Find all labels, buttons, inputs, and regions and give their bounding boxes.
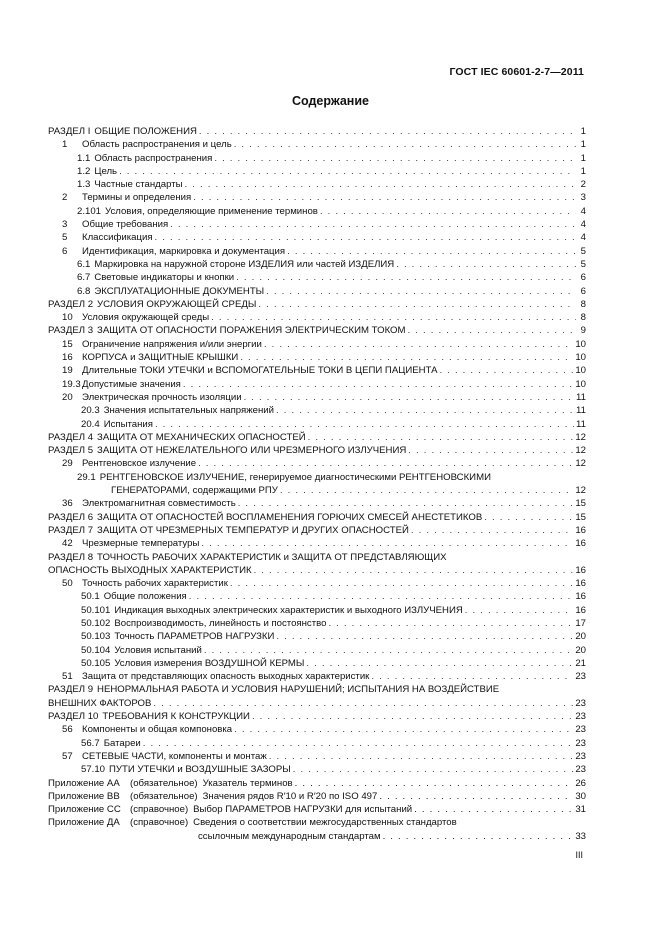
toc-entry[interactable] [48, 617, 586, 630]
toc-entry-page: 12 [575, 445, 586, 457]
toc-entry-title: Цель [94, 165, 118, 177]
toc-entry-page: 16 [575, 524, 586, 536]
toc-entry[interactable] [48, 524, 586, 537]
toc-entry[interactable] [48, 577, 586, 590]
toc-entry[interactable] [48, 551, 586, 564]
leader-dots [201, 537, 573, 550]
toc-entry-title: НЕНОРМАЛЬНАЯ РАБОТА И УСЛОВИЯ НАРУШЕНИЙ; ИСПЫТАНИЯ НА ВОЗДЕЙСТВИЕ [97, 684, 500, 696]
toc-entry-page: 20 [575, 631, 586, 643]
toc-entry-page: 4 [580, 219, 586, 231]
toc-entry-number: 1.3 [77, 179, 91, 191]
toc-entry-title: Допустимые значения [82, 378, 181, 390]
toc-entry-page: 1 [580, 126, 586, 137]
toc-entry[interactable] [48, 138, 586, 151]
toc-entry[interactable] [48, 644, 586, 657]
appendix-type: (обязательное) [130, 777, 198, 789]
toc-entry[interactable] [48, 271, 586, 284]
toc-entry-page: 11 [576, 418, 586, 430]
leader-dots [264, 338, 573, 351]
toc-entry[interactable] [48, 710, 586, 723]
leader-dots [379, 790, 573, 803]
toc-entry[interactable] [48, 324, 586, 337]
toc-entry-page: 16 [575, 578, 586, 590]
leader-dots [408, 444, 573, 457]
toc-entry-page: 23 [575, 671, 586, 683]
toc-entry-title: Точность ПАРАМЕТРОВ НАГРУЗКИ [114, 631, 275, 643]
appendix-title: Указатель терминов [202, 777, 293, 789]
toc-entry-number: 50.102 [81, 617, 111, 629]
toc-entry-number: 50.101 [81, 604, 111, 616]
toc-entry[interactable] [48, 191, 586, 204]
document-code: ГОСТ IEC 60601-2-7—2011 [449, 66, 584, 78]
toc-entry-page: 10 [575, 338, 586, 350]
leader-dots [183, 378, 573, 391]
toc-entry[interactable] [48, 723, 586, 736]
leader-dots [193, 191, 576, 204]
toc-entry-title: Значения испытательных напряжений [103, 405, 274, 417]
toc-entry[interactable] [48, 457, 586, 470]
toc-entry-page: 10 [575, 352, 586, 364]
toc-entry-continuation[interactable] [48, 564, 586, 577]
toc-entry-number: РАЗДЕЛ I [48, 126, 91, 137]
appendix-entry-continuation[interactable] [48, 830, 586, 843]
toc-entry-number: 6.1 [77, 258, 91, 270]
toc-entry-title: ОБЩИЕ ПОЛОЖЕНИЯ [94, 126, 197, 137]
toc-entry-continuation[interactable] [48, 484, 586, 497]
toc-entry-number: 3 [62, 219, 68, 231]
toc-entry-number: РАЗДЕЛ 9 [48, 684, 94, 696]
toc-entry-page: 23 [575, 750, 586, 762]
toc-entry-page: 23 [575, 724, 586, 736]
leader-dots [236, 271, 576, 284]
toc-entry[interactable] [48, 497, 586, 510]
toc-entry-number: 56.7 [81, 737, 100, 749]
appendix-entry[interactable] [48, 790, 586, 803]
appendix-type: (справочное) [130, 817, 189, 829]
toc-entry-page: 15 [575, 511, 586, 523]
toc-entry-number: 51 [62, 671, 73, 683]
leader-dots [244, 391, 574, 404]
toc-entry-title: ЗАЩИТА ОТ ЧРЕЗМЕРНЫХ ТЕМПЕРАТУР И ДРУГИХ ОПАСНОСТЕЙ [97, 524, 409, 536]
leader-dots [280, 484, 573, 497]
appendix-name: Приложение СС [48, 804, 121, 816]
leader-dots [199, 125, 576, 138]
leader-dots [240, 351, 573, 364]
leader-dots [155, 418, 574, 431]
toc-entry-page: 2 [580, 179, 586, 191]
leader-dots [306, 657, 573, 670]
leader-dots [465, 604, 574, 617]
toc-entry[interactable] [48, 537, 586, 550]
appendix-title: Значения рядов R′10 и R′20 по ISO 497 [202, 790, 378, 802]
toc-entry-number: 29.1 [77, 471, 96, 483]
toc-entry-title: Длительные ТОКИ УТЕЧКИ и ВСПОМОГАТЕЛЬНЫЕ ТОКИ В ЦЕПИ ПАЦИЕНТА [82, 365, 438, 377]
toc-entry-page: 1 [580, 165, 586, 177]
leader-dots [155, 231, 576, 244]
toc-entry-page: 6 [580, 285, 586, 297]
toc-entry-number: 19 [62, 365, 73, 377]
toc-entry-title: Область распространения и цель [82, 139, 232, 151]
toc-entry[interactable] [48, 125, 586, 138]
toc-entry[interactable] [48, 404, 586, 417]
toc-entry-number: 50.103 [81, 631, 111, 643]
toc-entry-page: 23 [575, 711, 586, 723]
leader-dots [153, 697, 573, 710]
leader-dots [214, 152, 576, 165]
toc-entry-number: 50.1 [81, 591, 100, 603]
toc-entry-title: Индикация выходных электрических характеристик и выходного ИЗЛУЧЕНИЯ [114, 604, 463, 616]
appendix-page: 31 [575, 804, 586, 816]
leader-dots [320, 205, 576, 218]
toc-entry[interactable] [48, 152, 586, 165]
toc-entry[interactable] [48, 218, 586, 231]
leader-dots [383, 830, 574, 843]
toc-entry-title: Испытания [103, 418, 153, 430]
leader-dots [143, 737, 574, 750]
leader-dots [266, 285, 576, 298]
toc-entry-number: 1.1 [77, 152, 91, 164]
toc-entry-title: Условия испытаний [114, 644, 202, 656]
toc-entry[interactable] [48, 205, 586, 218]
toc-entry-number: 20 [62, 391, 73, 403]
leader-dots [258, 298, 576, 311]
toc-entry-page: 1 [580, 139, 586, 151]
toc-entry-title: ТОЧНОСТЬ РАБОЧИХ ХАРАКТЕРИСТИК и ЗАЩИТА ОТ ПРЕДСТАВЛЯЮЩИХ [97, 551, 447, 563]
toc-entry-title: Точность рабочих характеристик [82, 578, 228, 590]
leader-dots [411, 524, 573, 537]
toc-entry-number: РАЗДЕЛ 7 [48, 524, 94, 536]
toc-entry-number: 16 [62, 352, 73, 364]
leader-dots [276, 404, 574, 417]
toc-entry-page: 5 [580, 258, 586, 270]
toc-entry-title: Область распространения [94, 152, 213, 164]
toc-entry-page: 21 [575, 657, 586, 669]
leader-dots [269, 750, 574, 763]
leader-dots [119, 165, 576, 178]
appendix-entry[interactable] [48, 803, 586, 816]
toc-entry-page: 23 [575, 764, 586, 776]
toc-entry-title: Ограничение напряжения и/или энергии [82, 338, 262, 350]
appendix-entry[interactable] [48, 816, 586, 829]
toc-entry-number: 6 [62, 245, 68, 257]
toc-entry-page: 15 [575, 498, 586, 510]
toc-entry-number: 57.10 [81, 764, 106, 776]
toc-entry[interactable] [48, 471, 586, 484]
toc-entry-number: 42 [62, 538, 73, 550]
toc-entry-number: 10 [62, 312, 73, 324]
toc-entry[interactable] [48, 511, 586, 524]
toc-entry-number: 2 [62, 192, 68, 204]
toc-entry-title: Термины и определения [82, 192, 192, 204]
toc-entry-number: РАЗДЕЛ 8 [48, 551, 94, 563]
appendix-entry[interactable] [48, 777, 586, 790]
toc-entry-number: 2.101 [77, 205, 102, 217]
toc-entry[interactable] [48, 657, 586, 670]
toc-entry-title: Маркировка на наружной стороне ИЗДЕЛИЯ или частей ИЗДЕЛИЯ [94, 258, 395, 270]
toc-entry[interactable] [48, 231, 586, 244]
toc-entry-page: 16 [575, 591, 586, 603]
toc-entry[interactable] [48, 364, 586, 377]
toc-entry-number: 57 [62, 750, 73, 762]
toc-entry[interactable] [48, 378, 586, 391]
toc-entry-page: 4 [580, 205, 586, 217]
toc-entry-number: 1 [62, 139, 68, 151]
toc-entry-number: 50 [62, 578, 73, 590]
toc-entry-title: СЕТЕВЫЕ ЧАСТИ, компоненты и монтаж [82, 750, 267, 762]
leader-dots [439, 364, 573, 377]
toc-entry[interactable] [48, 630, 586, 643]
toc-entry-title: Общие требования [82, 219, 169, 231]
leader-dots [254, 564, 574, 577]
toc-entry-page: 6 [580, 272, 586, 284]
toc-entry-title: Условия окружающей среды [82, 312, 210, 324]
toc-entry-number: РАЗДЕЛ 4 [48, 431, 94, 443]
toc-entry[interactable] [48, 258, 586, 271]
toc-entry-title: Условия измерения ВОЗДУШНОЙ КЕРМЫ [114, 657, 305, 669]
toc-entry-page: 4 [580, 232, 586, 244]
toc-entry-title: Электрическая прочность изоляции [82, 391, 242, 403]
toc-entry-title: КОРПУСА и ЗАЩИТНЫЕ КРЫШКИ [82, 352, 239, 364]
leader-dots [234, 138, 576, 151]
appendix-name: Приложение ДА [48, 817, 120, 829]
toc-entry-page: 12 [575, 431, 586, 443]
toc-entry-page: 16 [575, 538, 586, 550]
toc-entry-title: Условия, определяющие применение терминов [105, 205, 318, 217]
toc-entry-title-cont: ГЕНЕРАТОРАМИ, содержащими РПУ [111, 485, 278, 497]
toc-entry-number: 15 [62, 338, 73, 350]
toc-entry-title: ЗАЩИТА ОТ ОПАСНОСТИ ПОРАЖЕНИЯ ЭЛЕКТРИЧЕСКИМ ТОКОМ [97, 325, 406, 337]
appendix-name: Приложение ВВ [48, 790, 120, 802]
appendix-page: 30 [575, 790, 586, 802]
toc-entry[interactable] [48, 391, 586, 404]
toc-entry-number: 19.3 [62, 378, 81, 390]
toc-entry-title: Идентификация, маркировка и документация [82, 245, 286, 257]
toc-entry-number: 20.3 [81, 405, 100, 417]
toc-entry-number: 5 [62, 232, 68, 244]
toc-entry-title: Световые индикаторы и кнопки [94, 272, 235, 284]
toc-entry-title-cont: ВНЕШНИХ ФАКТОРОВ [48, 697, 152, 709]
toc-entry[interactable] [48, 670, 586, 683]
toc-entry-title-cont: ОПАСНОСТЬ ВЫХОДНЫХ ХАРАКТЕРИСТИК [48, 564, 252, 576]
toc-entry-page: 8 [580, 312, 586, 324]
toc-entry-title: Компоненты и общая компоновка [82, 724, 233, 736]
toc-entry[interactable] [48, 165, 586, 178]
leader-dots [414, 803, 573, 816]
toc-entry[interactable] [48, 285, 586, 298]
leader-dots [234, 723, 573, 736]
appendix-page: 33 [575, 830, 586, 842]
toc-entry-page: 8 [580, 298, 586, 310]
toc-entry-page: 9 [580, 325, 586, 337]
leader-dots [211, 311, 576, 324]
toc-entry[interactable] [48, 763, 586, 776]
toc-entry[interactable] [48, 683, 586, 696]
toc-entry-page: 12 [575, 485, 586, 497]
toc-entry-number: РАЗДЕЛ 10 [48, 711, 99, 723]
toc-entry-page: 20 [575, 644, 586, 656]
toc-entry-page: 12 [575, 458, 586, 470]
toc-entry-title: УСЛОВИЯ ОКРУЖАЮЩЕЙ СРЕДЫ [97, 298, 257, 310]
toc-entry[interactable] [48, 750, 586, 763]
leader-dots [238, 497, 574, 510]
toc-entry-page: 23 [575, 737, 586, 749]
toc-entry-page: 16 [575, 604, 586, 616]
leader-dots [185, 178, 576, 191]
toc-entry[interactable] [48, 178, 586, 191]
toc-entry-page: 1 [580, 152, 586, 164]
appendix-title: Сведения о соответствии межгосударственных стандартов [193, 817, 457, 829]
toc-entry-page: 10 [575, 365, 586, 377]
toc-entry-title: Чрезмерные температуры [82, 538, 200, 550]
leader-dots [328, 617, 573, 630]
leader-dots [308, 431, 574, 444]
toc-entry-continuation[interactable] [48, 697, 586, 710]
toc-entry-title: ЗАЩИТА ОТ НЕЖЕЛАТЕЛЬНОГО ИЛИ ЧРЕЗМЕРНОГО ИЗЛУЧЕНИЯ [97, 445, 407, 457]
toc-entry-page: 5 [580, 245, 586, 257]
toc-entry[interactable] [48, 590, 586, 603]
leader-dots [295, 777, 574, 790]
appendix-type: (справочное) [130, 804, 189, 816]
toc-entry-number: 20.4 [81, 418, 100, 430]
leader-dots [396, 258, 576, 271]
toc-entry-page: 23 [575, 697, 586, 709]
appendix-page: 26 [575, 777, 586, 789]
leader-dots [484, 511, 573, 524]
leader-dots [276, 630, 573, 643]
leader-dots [230, 577, 573, 590]
toc-entry[interactable] [48, 431, 586, 444]
toc-entry-title: Классификация [82, 232, 153, 244]
toc-entry-title: Воспроизводимость, линейность и постоянство [114, 617, 327, 629]
toc-entry-page: 3 [580, 192, 586, 204]
toc-entry-number: РАЗДЕЛ 3 [48, 325, 94, 337]
toc-entry-title: Электромагнитная совместимость [82, 498, 236, 510]
toc-entry[interactable] [48, 338, 586, 351]
toc-entry-title: Защита от представляющих опасность выходных характеристик [82, 671, 370, 683]
appendix-type: (обязательное) [130, 790, 198, 802]
table-of-contents [48, 125, 586, 843]
leader-dots [293, 763, 574, 776]
toc-entry-title: ЭКСПЛУАТАЦИОННЫЕ ДОКУМЕНТЫ [94, 285, 265, 297]
toc-entry-number: 50.105 [81, 657, 111, 669]
toc-entry-number: РАЗДЕЛ 5 [48, 445, 94, 457]
toc-entry-page: 11 [576, 405, 586, 417]
toc-entry[interactable] [48, 245, 586, 258]
toc-entry-number: 6.8 [77, 285, 91, 297]
toc-entry-number: 6.7 [77, 272, 91, 284]
appendix-name: Приложение АА [48, 777, 120, 789]
toc-entry-number: 56 [62, 724, 73, 736]
leader-dots [189, 590, 574, 603]
toc-entry-title: ЗАЩИТА ОТ ОПАСНОСТЕЙ ВОСПЛАМЕНЕНИЯ ГОРЮЧИХ СМЕСЕЙ АНЕСТЕТИКОВ [97, 511, 483, 523]
leader-dots [408, 324, 576, 337]
toc-entry-title: Частные стандарты [94, 179, 183, 191]
leader-dots [170, 218, 576, 231]
toc-entry[interactable] [48, 298, 586, 311]
toc-entry-page: 17 [575, 617, 586, 629]
leader-dots [204, 644, 573, 657]
toc-entry-page: 16 [575, 564, 586, 576]
toc-entry-title: Рентгеновское излучение [82, 458, 197, 470]
toc-entry-number: РАЗДЕЛ 6 [48, 511, 94, 523]
toc-entry-number: 50.104 [81, 644, 111, 656]
toc-entry-number: 36 [62, 498, 73, 510]
toc-entry[interactable] [48, 604, 586, 617]
toc-entry-page: 11 [576, 391, 586, 403]
toc-title: Содержание [291, 94, 369, 108]
page-number: III [575, 850, 583, 860]
toc-entry-title: ПУТИ УТЕЧКИ и ВОЗДУШНЫЕ ЗАЗОРЫ [109, 764, 291, 776]
toc-entry-number: 1.2 [77, 165, 91, 177]
leader-dots [198, 457, 573, 470]
leader-dots [371, 670, 573, 683]
toc-entry-title: РЕНТГЕНОВСКОЕ ИЗЛУЧЕНИЕ, генерируемое диагностическими РЕНТГЕНОВСКИМИ [99, 471, 491, 483]
toc-entry[interactable] [48, 311, 586, 324]
toc-entry[interactable] [48, 418, 586, 431]
leader-dots [252, 710, 573, 723]
toc-entry-title: ЗАЩИТА ОТ МЕХАНИЧЕСКИХ ОПАСНОСТЕЙ [97, 431, 306, 443]
appendix-title: Выбор ПАРАМЕТРОВ НАГРУЗКИ для испытаний [193, 804, 413, 816]
appendix-title-cont: ссылочным международным стандартам [198, 830, 381, 842]
toc-entry[interactable] [48, 351, 586, 364]
toc-entry-title: Батареи [103, 737, 141, 749]
toc-entry-page: 10 [575, 378, 586, 390]
toc-entry-number: РАЗДЕЛ 2 [48, 298, 94, 310]
leader-dots [287, 245, 576, 258]
toc-entry[interactable] [48, 737, 586, 750]
toc-entry-number: 29 [62, 458, 73, 470]
toc-entry[interactable] [48, 444, 586, 457]
toc-entry-title: Общие положения [103, 591, 187, 603]
toc-entry-title: ТРЕБОВАНИЯ К КОНСТРУКЦИИ [102, 711, 250, 723]
